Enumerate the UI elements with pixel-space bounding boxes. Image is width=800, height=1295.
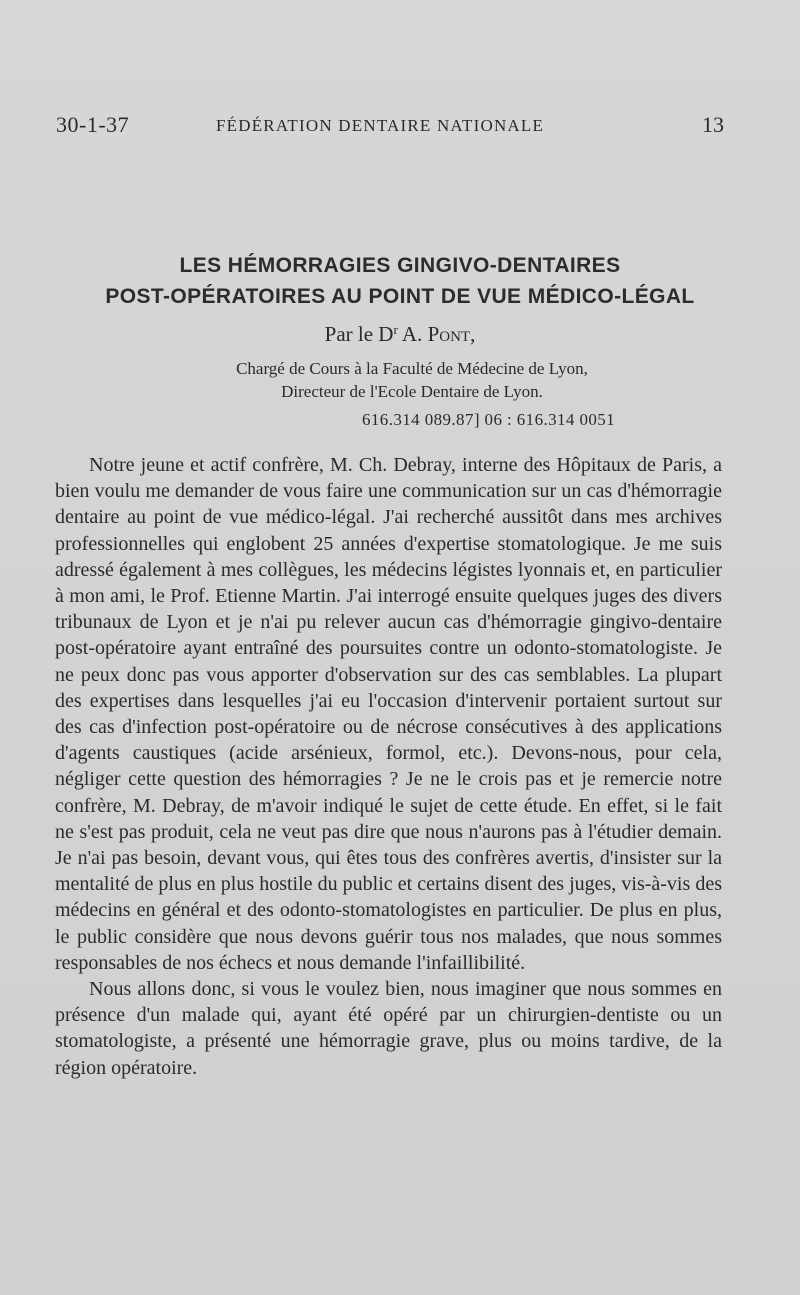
classification-code: 616.314 089.87] 06 : 616.314 0051 (362, 410, 616, 429)
paragraph-2: Nous allons donc, si vous le voulez bien, nous imaginer que nous sommes en présence d'un malade qui, ayant été opéré par un chirurgien-dentiste ou un stomatologiste, a présenté une hémorragie grave, plus ou moins tardive, de la région opératoire. (55, 978, 722, 1079)
journal-name: FÉDÉRATION DENTAIRE NATIONALE (216, 116, 545, 135)
author-line (0, 322, 800, 347)
article-title (40, 250, 760, 312)
author-name: A. Pont, (397, 322, 476, 346)
title-line-2: POST-OPÉRATOIRES AU POINT DE VUE MÉDICO-LÉGAL (105, 285, 695, 308)
page-number: 13 (702, 112, 724, 137)
author-affiliation-1: Chargé de Cours à la Faculté de Médecine de Lyon, (236, 359, 588, 378)
running-head (56, 112, 724, 142)
title-line-1: LES HÉMORRAGIES GINGIVO-DENTAIRES (179, 254, 621, 277)
author-affiliation-2: Directeur de l'Ecole Dentaire de Lyon. (281, 382, 543, 401)
article-body (55, 452, 722, 1081)
author-prefix: Par le D (324, 322, 394, 346)
author-title-superscript: r (393, 322, 398, 337)
paragraph-1: Notre jeune et actif confrère, M. Ch. Debray, interne des Hôpitaux de Paris, a bien voulu me demander de vous faire une communication sur un cas d'hémorragie dentaire au point de vue médico-légal. J'ai recherché aussitôt dans mes archives professionnelles qui englobent 25 années d'expertise stomatologique. Je me suis adressé également à mes collègues, les médecins légistes lyonnais et, en particulier à mon ami, le Prof. Etienne Martin. J'ai interrogé ensuite quelques juges des divers tribunaux de Lyon et je n'ai pu relever aucun cas d'hémorragie gingivo-dentaire post-opératoire ayant entraîné des poursuites contre un odonto-stomatologiste. Je ne peux donc pas vous apporter d'observation sur des cas semblables. La plupart des expertises dans lesquelles j'ai eu l'occasion d'intervenir portaient surtout sur des cas d'infection post-opératoire ou de nécrose consécutives à des applications d'agents caustiques (acide arsénieux, formol, etc.). Devons-nous, pour cela, négliger cette question des hémorragies ? Je ne le crois pas et je remercie notre confrère, M. Debray, de m'avoir indiqué le sujet de cette étude. En effet, si le fait ne s'est pas produit, cela ne veut pas dire que nous n'aurons pas à l'étudier demain. Je n'ai pas besoin, devant vous, qui êtes tous des confrères avertis, d'insister sur la mentalité de plus en plus hostile du public et certains disent des juges, vis-à-vis des médecins en général et des odonto-stomatologistes en particulier. De plus en plus, le public considère que nous devons guérir tous nos malades, que nous sommes responsables de nos échecs et nous demande l'infaillibilité. (55, 454, 722, 974)
issue-date: 30-1-37 (56, 112, 130, 137)
